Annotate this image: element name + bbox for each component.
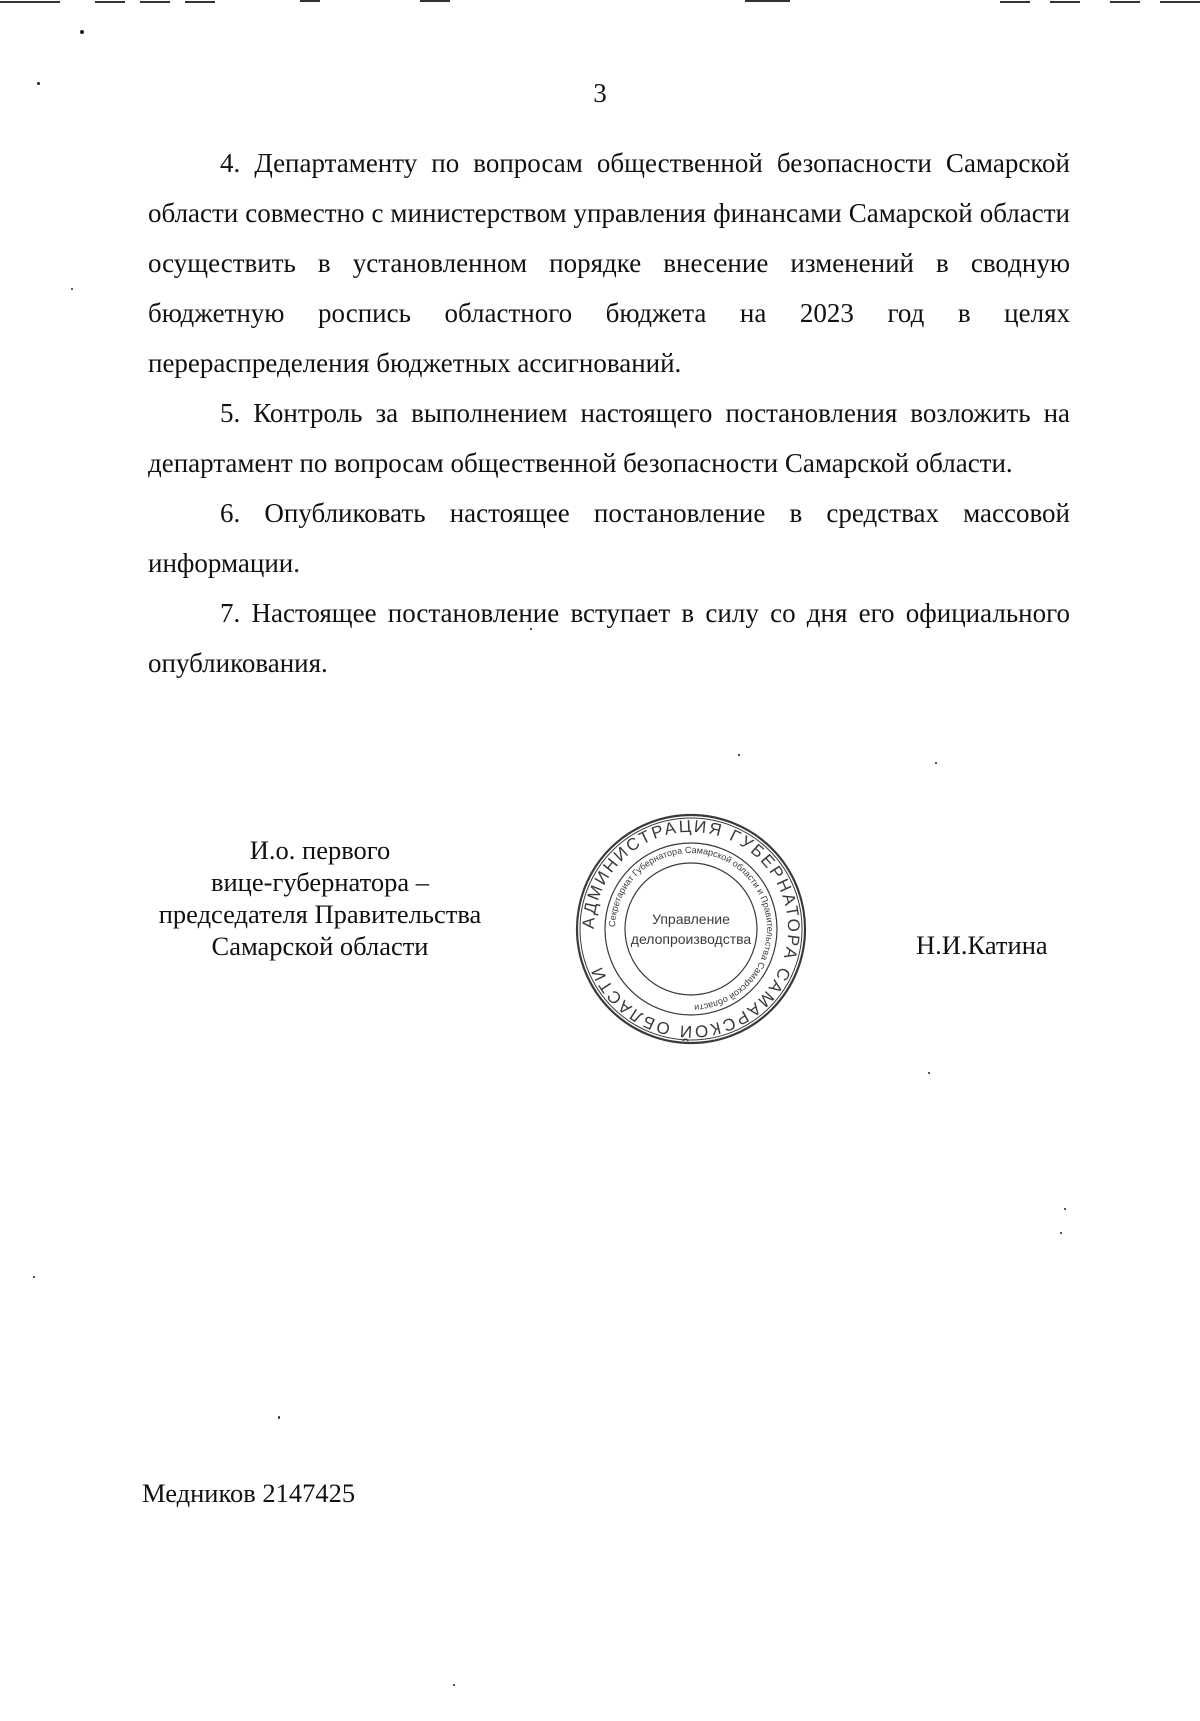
executor-contact: Медников 2147425	[142, 1478, 356, 1508]
signatory-title-line: Самарской области	[211, 931, 429, 961]
seal-outer-text: АДМИНИСТРАЦИЯ ГУБЕРНАТОРА САМАРСКОЙ ОБЛАСТИ	[578, 816, 804, 1042]
signatory-title-line: И.о. первого	[249, 835, 391, 865]
scan-speck	[738, 754, 740, 756]
paragraph-5: 5. Контроль за выполнением настоящего постановления возложить на департамент по вопросам общественной безопасности Самарской области.	[148, 398, 1070, 478]
svg-text:Секретариат Губернатора Самарс	[607, 845, 775, 1013]
seal-center-line-2: делопроизводства	[630, 931, 752, 947]
scan-speck	[80, 30, 84, 34]
scan-speck	[530, 628, 532, 630]
scan-speck	[71, 288, 73, 290]
paragraph-7: 7. Настоящее постановление вступает в силу со дня его официального опубликования.	[148, 598, 1070, 678]
signatory-title-line: вице-губернатора –	[210, 867, 429, 897]
page-number: 3	[593, 78, 607, 108]
paragraph-6: 6. Опубликовать настоящее постановление в средствах массовой информации.	[148, 498, 1070, 578]
scan-speck	[37, 82, 40, 85]
paragraph-4: 4. Департаменту по вопросам общественной безопасности Самарской области совместно с министерством управления финансами Самарской области осуществить в установленном порядке внесение изменений в сводную бюджетную роспись областного бюджета на 2023 год в целях перераспределения бюджетных ассигнований.	[148, 148, 1070, 378]
scan-speck	[1060, 1232, 1062, 1234]
scan-speck	[33, 1276, 35, 1278]
signatory-title	[140, 834, 500, 962]
scan-top-edge-marks	[0, 0, 1200, 10]
scan-speck	[278, 1416, 280, 1419]
scan-speck	[928, 1072, 930, 1074]
scan-speck	[1064, 1208, 1066, 1210]
seal-center-line-1: Управление	[652, 911, 730, 927]
document-body	[148, 138, 1070, 688]
signatory-title-line: председателя Правительства	[158, 899, 482, 929]
scan-speck	[453, 1684, 455, 1686]
scan-speck	[935, 762, 937, 764]
official-seal-stamp	[572, 810, 810, 1048]
seal-inner-text: Секретариат Губернатора Самарской области и Правительства Самарской области	[606, 844, 776, 1013]
signatory-name: Н.И.Катина	[916, 930, 1048, 960]
